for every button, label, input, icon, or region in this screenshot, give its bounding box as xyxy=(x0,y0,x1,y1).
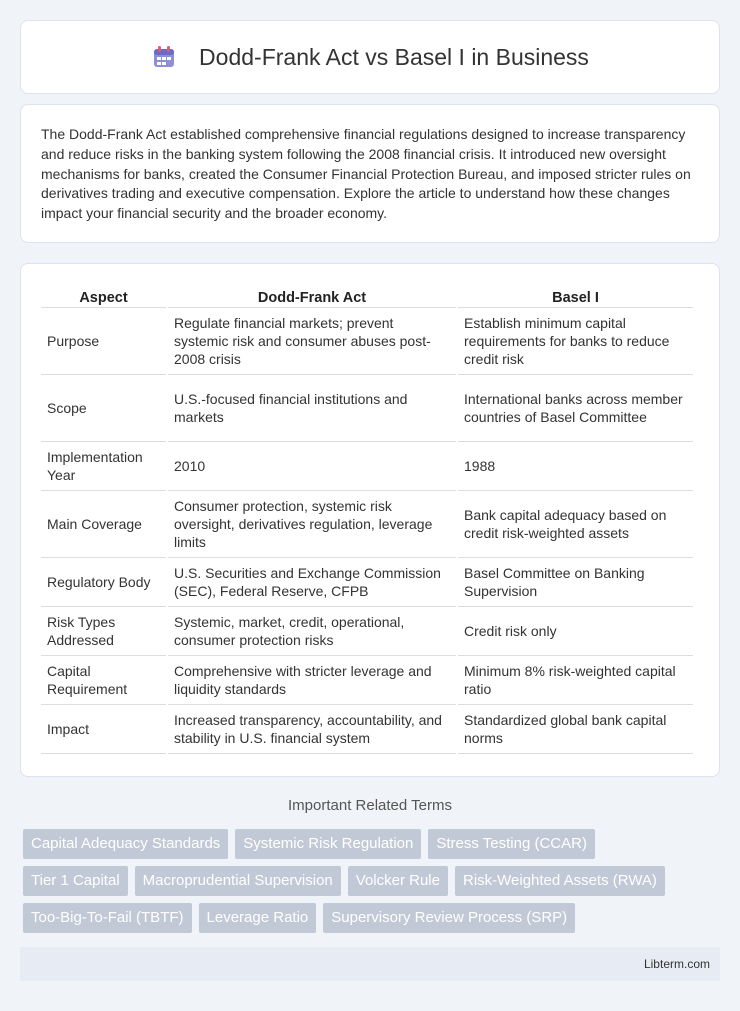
cell-basel-i: Standardized global bank capital norms xyxy=(458,705,693,754)
table-row xyxy=(41,558,693,607)
footer xyxy=(20,947,720,981)
header-dodd-frank: Dodd-Frank Act xyxy=(168,284,456,308)
table-header-row xyxy=(41,284,693,308)
tag-row xyxy=(23,866,723,896)
cell-aspect: Risk Types Addressed xyxy=(41,607,166,656)
cell-aspect: Impact xyxy=(41,705,166,754)
cell-dodd-frank: Increased transparency, accountability, and stability in U.S. financial system xyxy=(168,705,456,754)
cell-dodd-frank: Regulate financial markets; prevent systemic risk and consumer abuses post-2008 crisis xyxy=(168,308,456,375)
header-basel-i: Basel I xyxy=(458,284,693,308)
cell-basel-i: Credit risk only xyxy=(458,607,693,656)
cell-basel-i: Establish minimum capital requirements for banks to reduce credit risk xyxy=(458,308,693,375)
table-row xyxy=(41,442,693,491)
related-terms-list xyxy=(23,829,723,940)
header-aspect: Aspect xyxy=(41,284,166,308)
tag-row xyxy=(23,829,723,859)
cell-dodd-frank: U.S.-focused financial institutions and markets xyxy=(168,375,456,442)
related-term-tag[interactable]: Tier 1 Capital xyxy=(23,866,128,896)
cell-basel-i: Minimum 8% risk-weighted capital ratio xyxy=(458,656,693,705)
related-term-tag[interactable]: Too-Big-To-Fail (TBTF) xyxy=(23,903,192,933)
comparison-table xyxy=(39,284,695,754)
related-terms-title: Important Related Terms xyxy=(288,797,452,814)
table-row xyxy=(41,656,693,705)
table-row xyxy=(41,607,693,656)
related-term-tag[interactable]: Systemic Risk Regulation xyxy=(235,829,421,859)
intro-text: The Dodd-Frank Act established comprehensive financial regulations designed to increase transparency and reduce risks in the banking system following the 2008 financial crisis. It introduced new oversight mechanisms for banks, created the Consumer Financial Protection Bureau, and imposed stricter rules on derivatives trading and executive compensation. Explore the article to understand how these changes impact your financial security and the broader economy. xyxy=(41,126,691,222)
cell-aspect: Regulatory Body xyxy=(41,558,166,607)
cell-basel-i: Basel Committee on Banking Supervision xyxy=(458,558,693,607)
related-term-tag[interactable]: Supervisory Review Process (SRP) xyxy=(323,903,575,933)
footer-site-link[interactable]: Libterm.com xyxy=(643,957,710,971)
header-card xyxy=(20,20,720,94)
table-row xyxy=(41,491,693,558)
table-row xyxy=(41,705,693,754)
cell-dodd-frank: U.S. Securities and Exchange Commission (SEC), Federal Reserve, CFPB xyxy=(168,558,456,607)
cell-dodd-frank: Systemic, market, credit, operational, consumer protection risks xyxy=(168,607,456,656)
cell-aspect: Scope xyxy=(41,375,166,442)
cell-basel-i: 1988 xyxy=(458,442,693,491)
intro-card xyxy=(20,104,720,243)
table-row xyxy=(41,375,693,442)
cell-dodd-frank: 2010 xyxy=(168,442,456,491)
related-term-tag[interactable]: Risk-Weighted Assets (RWA) xyxy=(455,866,665,896)
tag-row xyxy=(23,903,723,933)
cell-dodd-frank: Comprehensive with stricter leverage and liquidity standards xyxy=(168,656,456,705)
related-term-tag[interactable]: Capital Adequacy Standards xyxy=(23,829,228,859)
page-title: Dodd-Frank Act vs Basel I in Business xyxy=(199,43,589,70)
cell-basel-i: International banks across member countries of Basel Committee xyxy=(458,375,693,442)
cell-aspect: Capital Requirement xyxy=(41,656,166,705)
related-term-tag[interactable]: Leverage Ratio xyxy=(199,903,317,933)
related-term-tag[interactable]: Stress Testing (CCAR) xyxy=(428,829,595,859)
calendar-icon xyxy=(151,44,177,70)
cell-basel-i: Bank capital adequacy based on credit risk-weighted assets xyxy=(458,491,693,558)
table-row xyxy=(41,308,693,375)
related-term-tag[interactable]: Volcker Rule xyxy=(348,866,448,896)
cell-aspect: Purpose xyxy=(41,308,166,375)
cell-aspect: Main Coverage xyxy=(41,491,166,558)
comparison-table-card xyxy=(20,263,720,777)
cell-dodd-frank: Consumer protection, systemic risk oversight, derivatives regulation, leverage limits xyxy=(168,491,456,558)
cell-aspect: Implementation Year xyxy=(41,442,166,491)
related-term-tag[interactable]: Macroprudential Supervision xyxy=(135,866,341,896)
